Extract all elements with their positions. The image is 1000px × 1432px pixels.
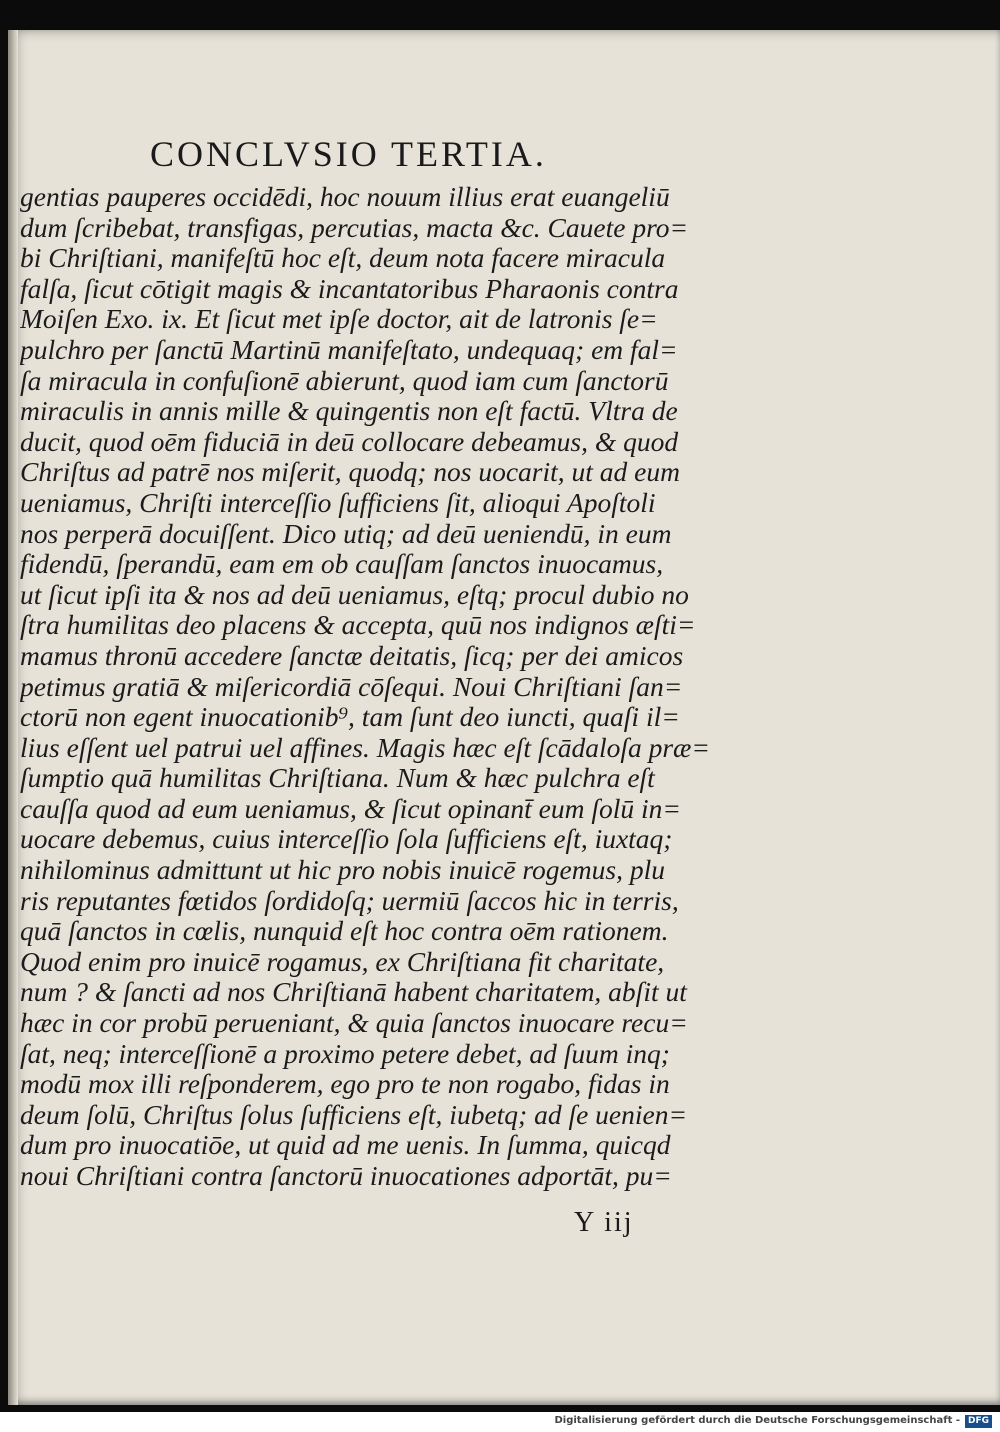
text-line: ut ſicut ipſi ita & nos ad deū ueniamus, eſtq; procul dubio no — [20, 579, 689, 610]
text-line: gentias pauperes occidēdi, hoc nouum illius erat euangeliū — [20, 182, 670, 212]
text-line: deum ſolū, Chriſtus ſolus ſufficiens eſt, iubetq; ad ſe uenien= — [20, 1099, 688, 1130]
book-page — [8, 30, 1000, 1405]
text-line: ſumptio quā humilitas Chriſtiana. Num & hæc pulchra eſt — [20, 763, 655, 794]
text-line: uocare debemus, cuius interceſſio ſola ſufficiens eſt, iuxtaq; — [20, 824, 673, 855]
text-line: Chriſtus ad patrē nos miſerit, quodq; nos uocarit, ut ad eum — [20, 457, 680, 488]
text-line: Quod enim pro inuicē rogamus, ex Chriſtiana fit charitate, — [20, 946, 665, 977]
text-line: Moiſen Exo. ix. Et ſicut met ipſe doctor, ait de latronis ſe= — [20, 304, 658, 335]
text-line: mamus thronū accedere ſanctæ deitatis, ſicq; per dei amicos — [20, 640, 684, 671]
body-text — [20, 182, 720, 1192]
text-line: pulchro per ſanctū Martinū manifeſtato, undequaq; em fal= — [20, 334, 678, 365]
text-line: falſa, ſicut cōtigit magis & incantatoribus Pharaonis contra — [20, 273, 679, 304]
text-line: num ? & ſancti ad nos Chriſtianā habent charitatem, abſit ut — [20, 977, 687, 1008]
text-line: ſa miracula in confuſionē abierunt, quod iam cum ſanctorū — [20, 365, 669, 396]
text-line: modū mox illi reſponderem, ego pro te non rogabo, fidas in — [20, 1069, 670, 1100]
text-line: hæc in cor probū perueniant, & quia ſanctos inuocare recu= — [20, 1008, 688, 1039]
text-line: nos perperā docuiſſent. Dico utiq; ad deū ueniendū, in eum — [20, 518, 672, 549]
text-line: dum pro inuocatiōe, ut quid ad me uenis. In ſumma, quicqd — [20, 1130, 671, 1161]
text-line: lius eſſent uel patrui uel affines. Magis hæc eſt ſcādaloſa præ= — [20, 732, 710, 763]
text-line: cauſſa quod ad eum ueniamus, & ſicut opinant̄ eum ſolū in= — [20, 793, 681, 824]
text-line: dum ſcribebat, transfigas, percutias, macta &c. Cauete pro= — [20, 212, 689, 243]
text-line: bi Chriſtiani, manifeſtū hoc eſt, deum nota facere miracula — [20, 243, 666, 274]
text-line: ctorū non egent inuocationib⁹, tam ſunt deo iuncti, quaſi il= — [20, 702, 680, 733]
text-line: noui Chriſtiani contra ſanctorū inuocationes adportāt, pu= — [20, 1161, 672, 1191]
text-line: ſat, neq; interceſſionē a proximo petere debet, ad ſuum inq; — [20, 1038, 670, 1069]
text-line: ris reputantes fœtidos ſordidoſq; uermiū ſaccos hic in terris, — [20, 885, 679, 916]
text-line: ſtra humilitas deo placens & accepta, quū nos indignos æſti= — [20, 610, 696, 641]
text-line: fidendū, ſperandū, eam em ob cauſſam ſanctos inuocamus, — [20, 549, 664, 580]
funding-credit: Digitalisierung gefördert durch die Deutsche Forschungsgemeinschaft - — [554, 1415, 960, 1426]
text-line: nihilominus admittunt ut hic pro nobis inuicē rogemus, plu — [20, 855, 665, 886]
footer-bar — [0, 1412, 1000, 1432]
text-line: quā ſanctos in cœlis, nunquid eſt hoc contra oēm rationem. — [20, 916, 669, 947]
page-heading: CONCLVSIO TERTIA. — [150, 134, 547, 174]
dfg-logo-icon: DFG — [965, 1415, 992, 1428]
text-line: petimus gratiā & miſericordiā cōſequi. Noui Chriſtiani ſan= — [20, 671, 683, 702]
signature-mark: Y iij — [574, 1207, 634, 1238]
text-line: miraculis in annis mille & quingentis non eſt factū. Vltra de — [20, 396, 678, 427]
text-line: ducit, quod oēm fiduciā in deū collocare debeamus, & quod — [20, 426, 679, 457]
text-line: ueniamus, Chriſti interceſſio ſufficiens ſit, alioqui Apoſtoli — [20, 487, 656, 518]
